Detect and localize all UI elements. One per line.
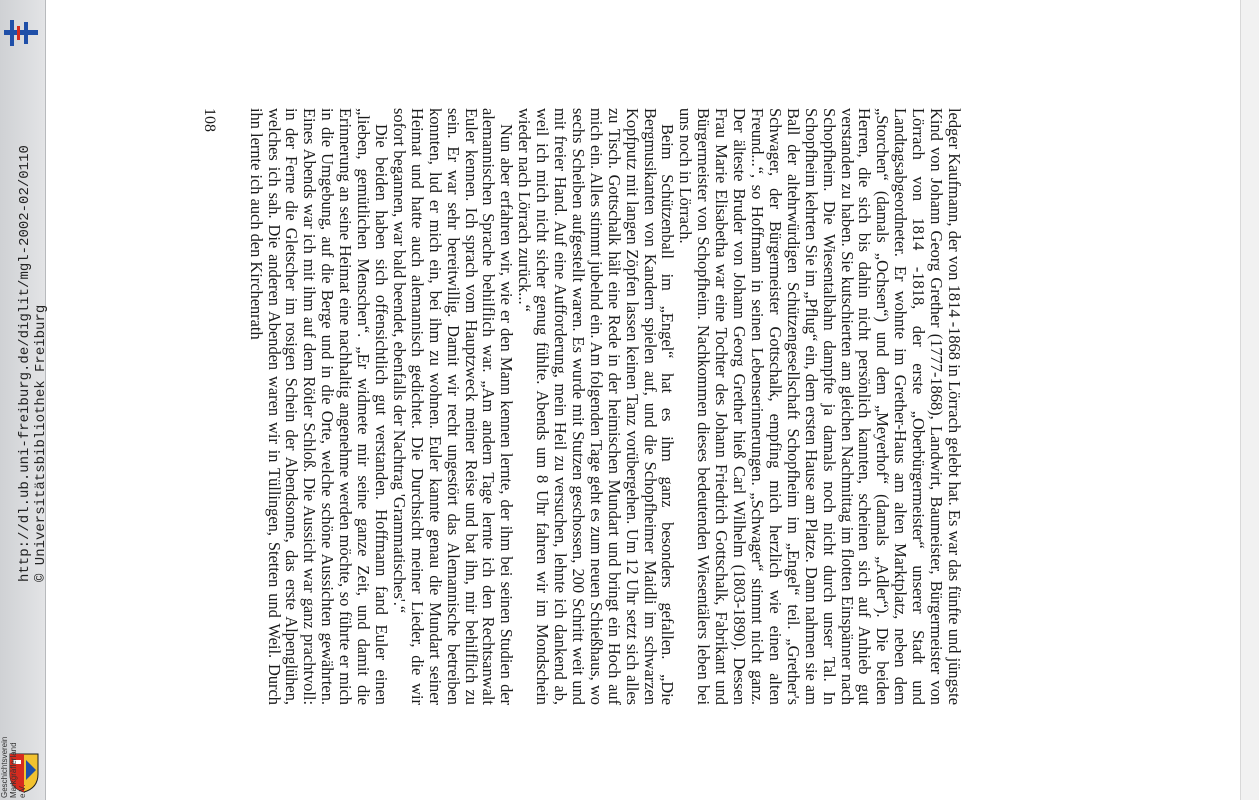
page-text (247, 108, 963, 705)
caption-line-2: Markgräflerland e.V. (9, 742, 27, 798)
scanned-page (45, 0, 1259, 800)
caption-line-1: Geschichtsverein (0, 736, 9, 798)
paragraph: Die beiden haben sich offensichtlich gut verstanden. Hoffmann fand Euler einen „lieben, gemütlichen Menschen“. „Er widmete mir seine ganze Zeit, und damit die Erinnerung an seine Heimat eine nachhaltig angenehme werden möchte, so führte er mich in die Umgebung, auf die Berge und in die Orte, welche schöne Aussichten gewährten. Eines Abends war ich mit ihm auf dem Rötler Schloß. Die Aussicht war ganz prachtvoll: in der Ferne die Gletscher im rosigen Schein der Abendsonne, das erste Alpenglühen, welches ich sah. Die anderen Abenden waren wir in Tüllingen, Stetten und Weil. Durch ihn lernte ich auch den Kirchenrath (246, 108, 391, 705)
footer-url[interactable]: http://dl.ub.uni-freiburg.de/diglit/mgl-2002-02/0110 (17, 145, 33, 582)
paragraph: Beim Schützenball im „Engel“ hat es ihm ganz besonders gefallen. „Die Bergmusikanten von Kandern spielen auf, und die Schopfheimer Maidli im schwarzen Kopfputz mit langen Zöpfen lassen keinen Tanz vorübergehen. Um 12 Uhr setzt sich alles zu Tisch. Gottschalk hält eine Rede in der heimischen Mundart und bringt ein Hoch auf mich ein. Alles stimmt jubelnd ein. Am folgenden Tage geht es zum neuen Schießhaus, wo sechs Scheiben aufgestellt waren. Es wurde mit Stutzen geschossen, 200 Schritt weit und mit freier Hand. Auf eine Aufforderung, mein Heil zu versuchen, lehnte ich dankend ab, weil ich mich nicht sicher genug fühlte. Abends um 8 Uhr fahren wir im Mondschein wieder nach Lörrach zurück...“ (515, 108, 678, 705)
page-number: 108 (201, 108, 218, 132)
paragraph: ledger Kaufmann, der von 1814 -1868 in Lörrach gelebt hat. Es war das fünfte und jüngste Kind von Johann Georg Grether (1777-1868), Landwirt, Baumeister, Bürgermeister von Lörrach von 1814 -1818, der erste „Oberbürgermeister“ unserer Stadt und Landtagsabgeordneter. Er wohnte im Grether-Haus am alten Marktplatz, neben dem „Storchen“ (damals „Ochsen“) und dem „Meyerhof“ (damals „Adler“). Die beiden Herren, die sich bis dahin nicht persönlich kannten, scheinen sich auf Anhieb gut verstanden zu haben. Sie kutschierten am gleichen Nachmittag im flotten Einspänner nach Schopfheim. Die Wiesentalbahn dampfte ja damals noch nicht durch unser Tal. In Schopfheim kehrten Sie im „Pflug“ ein, dem ersten Hause am Platze. Dann nahmen sie am Ball der altehrwürdigen Schützengesellschaft Schopfheim im „Engel“ teil. „Grether's Schwager, der Bürgermeister Gottschalk, empfing mich herzlich wie einen alten Freund...“, so Hoffmann in seinen Lebenserinnerungen. „Schwager“ stimmt nicht ganz. Der älteste Bruder von Johann Georg Grether hieß Carl Wilhelm (1803-1890). Dessen Frau Marie Elisabetha war eine Tochter des Johann Friedrich Gottschalk, Fabrikant und Bürgermeister von Schopfheim. Nachkommen dieses bedeutenden Wiesentälers leben bei uns noch in Lörrach. (676, 108, 964, 705)
paragraph: Nun aber erfahren wir, wie er den Mann kennen lernte, der ihm bei seinen Studien der alemannischen Sprache behilflich war. „Am andern Tage lernte ich den Rechtsanwalt Euler kennen. Ich sprach vom Hauptzweck meiner Reise und bat ihn, mir behilflich zu sein. Er war sehr bereitwillig. Damit wir recht ungestört das Alemannische betreiben konnten, lud er mich ein, bei ihm zu wohnen. Euler kannte genau die Mundart seiner Heimat und hatte auch alemannisch gedichtet. Die Durchsicht meiner Lieder, die wir sofort begannen, war bald beendet, ebenfalls der Nachtrag 'Grammatisches'.“ (389, 108, 517, 705)
footer-copyright: © Universitätsbibliothek Freiburg (33, 304, 49, 582)
footer (0, 0, 49, 800)
